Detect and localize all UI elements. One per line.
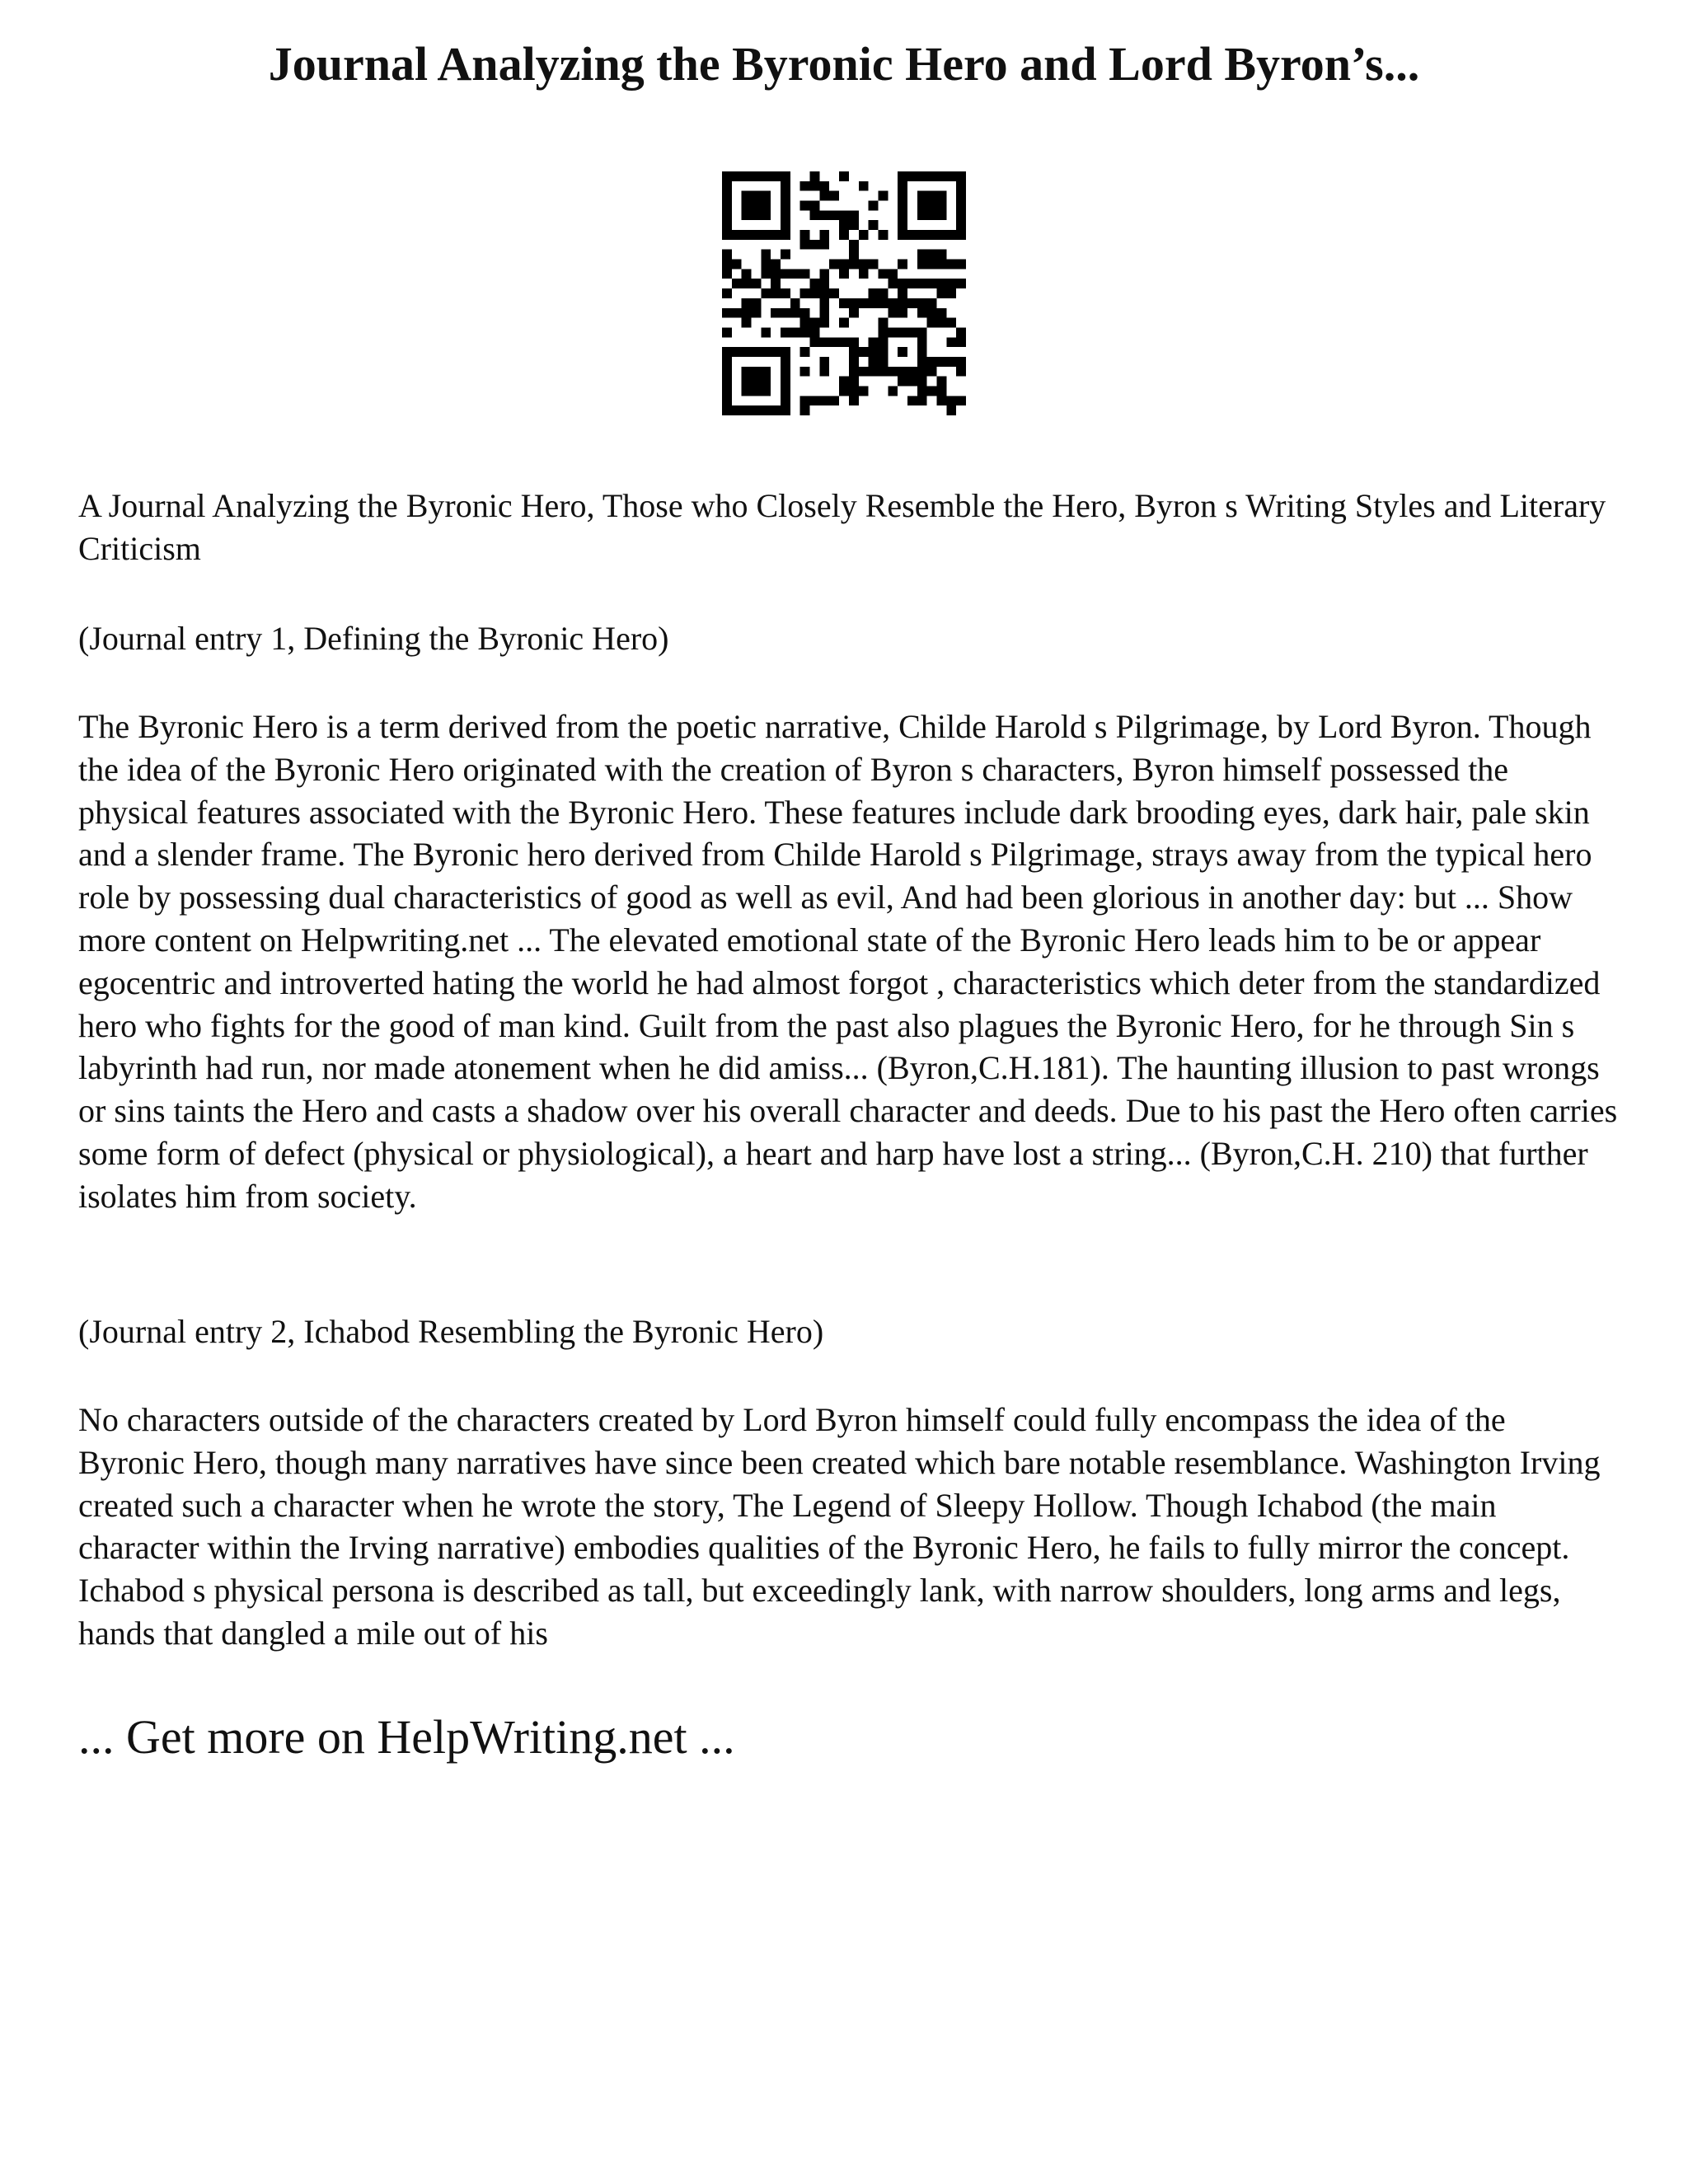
document-title: Journal Analyzing the Byronic Hero and Lord Byron’s... [268,37,1420,91]
entry-2-paragraph: No characters outside of the characters created by Lord Byron himself could fully encompass the idea of the Byronic Hero, though many narratives have since been created which bare notable resemblance. Washington Irving created such a character when he wrote the story, The Legend of Sleepy Hollow. Though Ichabod (the main character within the Irving narrative) embodies qualities of the Byronic Hero, he fails to fully mirror the concept. Ichabod s physical persona is described as tall, but exceedingly lank, with narrow shoulders, long arms and legs, hands that dangled a mile out of his [78,1401,1601,1652]
entry-1-paragraph: The Byronic Hero is a term derived from the poetic narrative, Childe Harold s Pilgrimage, by Lord Byron. Though the idea of the Byronic Hero originated with the creation of Byron s characters, Byron himself possessed the physical features associated with the Byronic Hero. These features include dark brooding eyes, dark hair, pale skin and a slender frame. The Byronic hero derived from Childe Harold s Pilgrimage, strays away from the typical hero role by possessing dual characteristics of good as well as evil, And had been glorious in another day: but ... Show more content on Helpwriting.net ... The elevated emotional state of the Byronic Hero leads him to be or appear egocentric and introverted hating the world he had almost forgot , characteristics which deter from the standardized hero who fights for the good of man kind. Guilt from the past also plagues the Byronic Hero, for he through Sin s labyrinth had run, nor made atonement when he did amiss... (Byron,C.H.181). The haunting illusion to past wrongs or sins taints the Hero and casts a shadow over his overall character and deeds. Due to his past the Hero often carries some form of defect (physical or physiological), a heart and harp have lost a string... (Byron,C.H. 210) that further isolates him from society. [78,708,1618,1215]
qr-code-icon[interactable] [722,171,966,415]
document-subtitle: A Journal Analyzing the Byronic Hero, Those who Closely Resemble the Hero, Byron s Writing Styles and Literary Criticism [78,487,1606,567]
entry-2-heading: (Journal entry 2, Ichabod Resembling the Byronic Hero) [78,1313,824,1350]
qr-code-graphic [722,171,966,415]
get-more-link[interactable]: ... Get more on HelpWriting.net ... [78,1710,735,1764]
entry-1-heading: (Journal entry 1, Defining the Byronic Hero) [78,620,669,657]
